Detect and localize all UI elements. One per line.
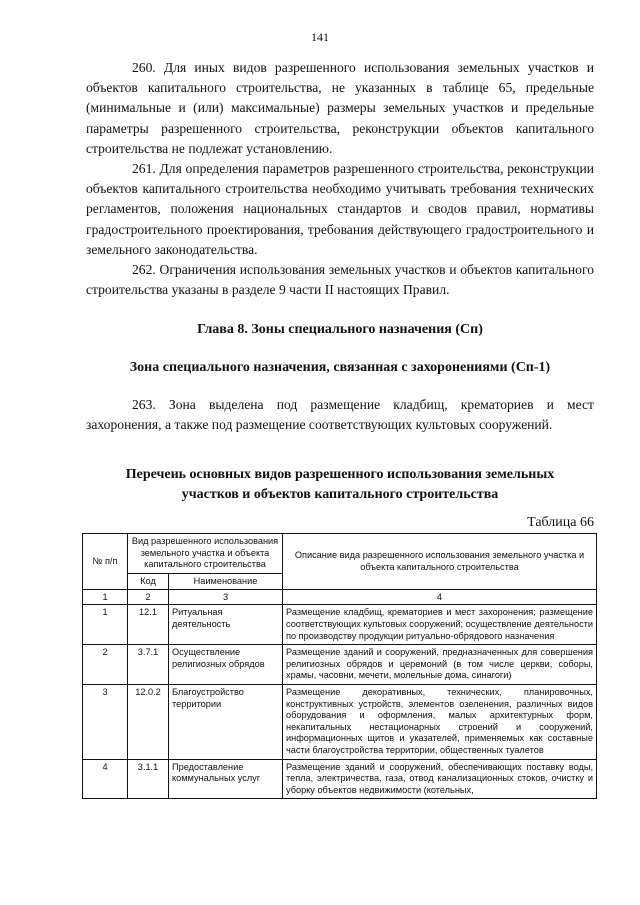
row-name: Благоустройство территории <box>169 684 283 759</box>
header-name: Наименование <box>169 573 283 590</box>
row-desc: Размещение декоративных, технических, планировочных, конструктивных устройств, элементов озеленения, различных видов оборудования и оформления, малых архитектурных форм, некапитальных нестационарных строений и сооружений, информационных щитов и указателей, применяемых как составные части благоустройства территории, общественных туалетов <box>283 684 597 759</box>
zone-title: Зона специального назначения, связанная с захоронениями (Сп-1) <box>129 360 551 375</box>
permitted-use-table <box>82 533 597 799</box>
row-code: 12.1 <box>128 605 169 645</box>
paragraph-262: 262. Ограничения использования земельных участков и объектов капитального строительства указаны в разделе 9 части II настоящих Правил. <box>86 262 594 298</box>
text-block-263 <box>86 395 594 435</box>
text-block-top <box>86 58 594 300</box>
table-row <box>83 605 597 645</box>
row-name: Ритуальная деятельность <box>169 605 283 645</box>
header-code: Код <box>128 573 169 590</box>
row-desc: Размещение зданий и сооружений, предназначенных для совершения религиозных обрядов и церемоний (в том числе церкви, соборы, храмы, часовни, мечети, молельные дома, синагоги) <box>283 645 597 685</box>
row-name: Предоставление коммунальных услуг <box>169 759 283 799</box>
table-row <box>83 759 597 799</box>
list-title-line2: участков и объектов капитального строительства <box>181 487 499 502</box>
table-row <box>83 645 597 685</box>
row-code: 3.1.1 <box>128 759 169 799</box>
row-name: Осуществление религиозных обрядов <box>169 645 283 685</box>
row-code: 12.0.2 <box>128 684 169 759</box>
row-num: 2 <box>83 645 128 685</box>
header-num: № п/п <box>83 534 128 590</box>
index-cell: 2 <box>128 590 169 605</box>
paragraph-263: 263. Зона выделена под размещение кладбищ, крематориев и мест захоронения, а также под размещение соответствующих культовых сооружений. <box>86 397 594 433</box>
row-num: 1 <box>83 605 128 645</box>
list-title-line1: Перечень основных видов разрешенного использования земельных <box>125 467 555 482</box>
row-desc: Размещение кладбищ, крематориев и мест захоронения; размещение соответствующих культовых сооружений; осуществление деятельности по производству продукции ритуально-обрядового назначения <box>283 605 597 645</box>
row-code: 3.7.1 <box>128 645 169 685</box>
page-number: 141 <box>311 30 329 44</box>
paragraph-260: 260. Для иных видов разрешенного использования земельных участков и объектов капитального строительства, не указанных в таблице 65, предельные (минимальные и (или) максимальные) размеры земельных участков и предельные параметры разрешенного строительства, реконструкции объектов капитального строительства не подлежат установлению. <box>86 60 594 156</box>
row-num: 4 <box>83 759 128 799</box>
paragraph-261: 261. Для определения параметров разрешенного строительства, реконструкции объектов капитального строительства необходимо учитывать требования технических регламентов, положения национальных стандартов и сводов правил, нормативы градостроительного проектирования, требования действующего градостроительного и земельного законодательства. <box>86 161 594 257</box>
header-desc: Описание вида разрешенного использования земельного участка и объекта капитального строительства <box>283 534 597 590</box>
index-cell: 1 <box>83 590 128 605</box>
index-cell: 3 <box>169 590 283 605</box>
table-row <box>83 684 597 759</box>
row-num: 3 <box>83 684 128 759</box>
row-desc: Размещение зданий и сооружений, обеспечивающих поставку воды, тепла, электричества, газа, отвод канализационных стоков, очистку и уборку объектов недвижимости (котельных, <box>283 759 597 799</box>
header-kind: Вид разрешенного использования земельного участка и объекта капитального строительства <box>128 534 283 574</box>
table-caption: Таблица 66 <box>527 515 594 530</box>
index-cell: 4 <box>283 590 597 605</box>
column-index-row <box>83 590 597 605</box>
chapter-title: Глава 8. Зоны специального назначения (Сп) <box>197 322 483 337</box>
